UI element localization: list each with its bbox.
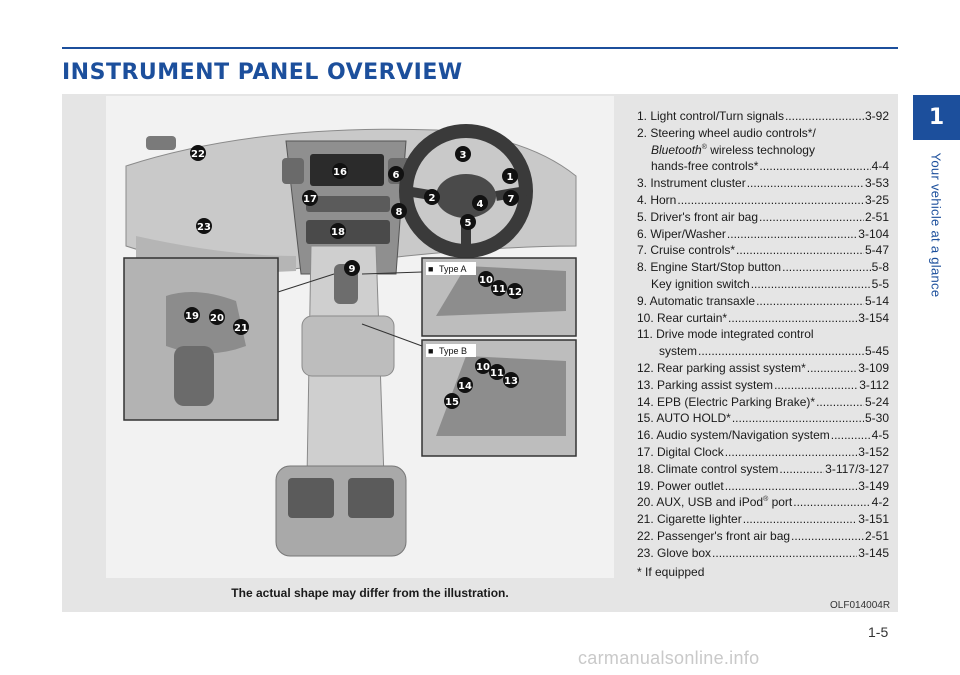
callout-20 — [209, 309, 225, 325]
inset-left-shifter — [174, 346, 214, 406]
list-item: 19. Power outlet ..... 3-149 — [637, 478, 889, 495]
callout-6 — [388, 166, 404, 182]
callout-22 — [190, 145, 206, 161]
callout-6-label: 6 — [392, 170, 400, 181]
type-b-tag: Type B — [439, 346, 468, 356]
callout-9 — [344, 260, 360, 276]
list-item: 23. Glove box ..... 3-145 — [637, 545, 889, 562]
list-item: 18. Climate control system ..... 3-117/3-127 — [637, 461, 889, 478]
chapter-tab: 1 — [913, 95, 960, 140]
callout-18 — [330, 223, 346, 239]
list-item: 14. EPB (Electric Parking Brake)* ..... 5-24 — [637, 394, 889, 411]
callout-23-label: 23 — [197, 222, 211, 233]
type-a-square: ■ — [428, 264, 434, 274]
callout-11b-label: 11 — [490, 368, 504, 379]
callout-10a-label: 10 — [479, 275, 493, 286]
callout-5-label: 5 — [464, 218, 472, 229]
steering-hub — [436, 174, 496, 218]
callout-1-label: 1 — [506, 172, 514, 183]
list-item: 3. Instrument cluster ..... 3-53 — [637, 175, 889, 192]
list-item: 17. Digital Clock ..... 3-152 — [637, 444, 889, 461]
callout-11a — [491, 280, 507, 296]
component-list — [637, 108, 889, 580]
callout-4-label: 4 — [476, 199, 484, 210]
footnote: * If equipped — [637, 564, 705, 579]
list-item: 8. Engine Start/Stop button ..... 5-8 — [637, 259, 889, 276]
list-item: 2. Steering wheel audio controls*/ — [637, 125, 816, 140]
callout-2-label: 2 — [428, 193, 436, 204]
callout-14 — [457, 377, 473, 393]
callout-8-label: 8 — [395, 207, 403, 218]
passenger-vent — [146, 136, 176, 150]
list-item: 20. AUX, USB and iPod® port ..... 4-2 — [637, 494, 889, 511]
callout-18-label: 18 — [331, 227, 345, 238]
callout-20-label: 20 — [210, 313, 224, 324]
callout-15-label: 15 — [445, 397, 459, 408]
page-number: 1-5 — [868, 624, 889, 640]
watermark: carmanualsonline.info — [578, 648, 760, 668]
callout-4 — [472, 195, 488, 211]
callout-5 — [460, 214, 476, 230]
header-rule — [62, 47, 898, 49]
type-a-tag: Type A — [439, 264, 467, 274]
callout-2 — [424, 189, 440, 205]
callout-11a-label: 11 — [492, 284, 506, 295]
callout-19 — [184, 307, 200, 323]
list-item-continuation: system ..... 5-45 — [637, 343, 889, 360]
callout-16-label: 16 — [333, 167, 347, 178]
list-item: 6. Wiper/Washer ..... 3-104 — [637, 226, 889, 243]
callout-23 — [196, 218, 212, 234]
rear-vent-left — [288, 478, 334, 518]
list-item: 4. Horn ..... 3-25 — [637, 192, 889, 209]
instrument-panel-illustration — [106, 96, 614, 578]
list-item-continuation: Bluetooth® wireless technology — [651, 142, 815, 157]
page-title: INSTRUMENT PANEL OVERVIEW — [62, 60, 463, 85]
armrest — [302, 316, 394, 376]
illustration-svg — [106, 96, 614, 578]
list-item: 16. Audio system/Navigation system ..... 4-5 — [637, 427, 889, 444]
list-item: 9. Automatic transaxle ..... 5-14 — [637, 293, 889, 310]
callout-10b-label: 10 — [476, 362, 490, 373]
illustration-code: OLF014004R — [830, 600, 891, 611]
callout-3-label: 3 — [459, 150, 467, 161]
list-item: 15. AUTO HOLD* ..... 5-30 — [637, 410, 889, 427]
list-item: 11. Drive mode integrated control — [637, 327, 814, 342]
type-b-square: ■ — [428, 346, 434, 356]
callout-13-label: 13 — [504, 376, 518, 387]
list-item-continuation: Key ignition switch ..... 5-5 — [637, 276, 889, 293]
callout-10b — [475, 358, 491, 374]
callout-12 — [507, 283, 523, 299]
rear-vent-right — [348, 478, 394, 518]
chapter-label-text: Your vehicle at a glance — [928, 152, 944, 298]
callout-8 — [391, 203, 407, 219]
callout-11b — [489, 364, 505, 380]
callout-17 — [302, 190, 318, 206]
list-item: 7. Cruise controls* ..... 5-47 — [637, 242, 889, 259]
callout-3 — [455, 146, 471, 162]
list-item: 10. Rear curtain* ..... 3-154 — [637, 310, 889, 327]
clock-panel — [306, 196, 390, 212]
callout-21-label: 21 — [234, 323, 248, 334]
illustration-caption: The actual shape may differ from the illustration. — [231, 586, 509, 600]
callout-7 — [503, 190, 519, 206]
list-item: 1. Light control/Turn signals ..... 3-92 — [637, 108, 889, 125]
callout-13 — [503, 372, 519, 388]
list-item: 22. Passenger's front air bag ..... 2-51 — [637, 528, 889, 545]
callout-16 — [332, 163, 348, 179]
list-item: 13. Parking assist system ..... 3-112 — [637, 377, 889, 394]
chapter-side-label — [921, 145, 951, 305]
callout-12-label: 12 — [508, 287, 522, 298]
callout-15 — [444, 393, 460, 409]
list-item-continuation: hands-free controls* ..... 4-4 — [637, 158, 889, 175]
callout-1 — [502, 168, 518, 184]
callout-14-label: 14 — [458, 381, 472, 392]
callout-17-label: 17 — [303, 194, 317, 205]
list-item: 21. Cigarette lighter ..... 3-151 — [637, 511, 889, 528]
list-item: 12. Rear parking assist system* ..... 3-109 — [637, 360, 889, 377]
climate-panel — [306, 220, 390, 244]
callout-22-label: 22 — [191, 149, 205, 160]
callout-9-label: 9 — [348, 264, 356, 275]
callout-19-label: 19 — [185, 311, 199, 322]
callout-7-label: 7 — [507, 194, 515, 205]
list-item: 5. Driver's front air bag ..... 2-51 — [637, 209, 889, 226]
center-vent-left — [282, 158, 304, 184]
callout-21 — [233, 319, 249, 335]
